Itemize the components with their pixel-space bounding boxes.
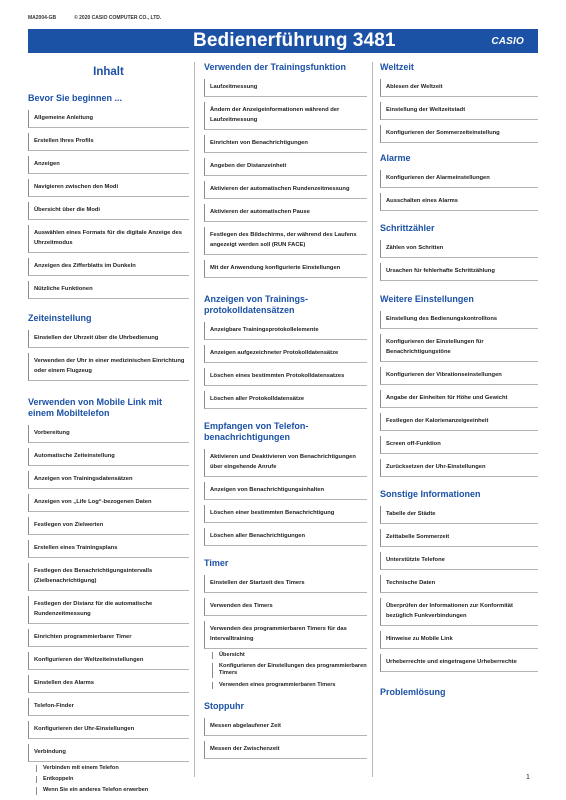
toc-link[interactable]: Verwenden der Uhr in einer medizinischen Einrichtung oder einem Flugzeug xyxy=(28,353,189,381)
toc-section xyxy=(204,62,367,278)
toc-section xyxy=(380,62,538,143)
toc-link[interactable]: Löschen aller Benachrichtigungen xyxy=(204,528,367,546)
toc-link[interactable]: Einstellen des Alarms xyxy=(28,675,189,693)
toc-link[interactable]: Konfigurieren der Uhr-Einstellungen xyxy=(28,721,189,739)
toc-column-2 xyxy=(204,62,367,764)
toc-link[interactable]: Konfigurieren der Einstellungen für Benachrichtigungstöne xyxy=(380,334,538,362)
toc-link[interactable]: Auswählen eines Formats für die digitale Anzeige des Uhrzeitmodus xyxy=(28,225,189,253)
toc-link[interactable]: Ausschalten eines Alarms xyxy=(380,193,538,211)
toc-link[interactable]: Einstellen der Uhrzeit über die Uhrbedienung xyxy=(28,330,189,348)
toc-link[interactable]: Festlegen von Zielwerten xyxy=(28,517,189,535)
toc-link[interactable]: Überprüfen der Informationen zur Konformität bezüglich Funkverbindungen xyxy=(380,598,538,626)
toc-sublist xyxy=(204,652,367,689)
toc-link[interactable]: Anzeigen von Trainingsdatensätzen xyxy=(28,471,189,489)
toc-link[interactable]: Mit der Anwendung konfigurierte Einstellungen xyxy=(204,260,367,278)
toc-link[interactable]: Urheberrechte und eingetragene Urheberrechte xyxy=(380,654,538,672)
toc-link[interactable]: Zurücksetzen der Uhr-Einstellungen xyxy=(380,459,538,477)
toc-section xyxy=(380,153,538,211)
section-heading[interactable]: Alarme xyxy=(380,153,411,163)
toc-link[interactable]: Telefon-Finder xyxy=(28,698,189,716)
brand-logo: CASIO xyxy=(491,36,524,47)
toc-link[interactable]: Tabelle der Städte xyxy=(380,506,538,524)
toc-section xyxy=(380,687,538,698)
toc-link[interactable]: Navigieren zwischen den Modi xyxy=(28,179,189,197)
toc-link[interactable]: Konfigurieren der Weltzeiteinstellungen xyxy=(28,652,189,670)
toc-link[interactable]: Anzeigen des Zifferblatts im Dunkeln xyxy=(28,258,189,276)
toc-column-1 xyxy=(28,62,189,800)
column-divider xyxy=(194,62,195,777)
section-heading[interactable]: Bevor Sie beginnen ... xyxy=(28,93,123,103)
section-heading[interactable]: Zeiteinstellung xyxy=(28,313,92,323)
toc-link[interactable]: Festlegen der Kalorienanzeigeeinheit xyxy=(380,413,538,431)
toc-section xyxy=(380,489,538,672)
header-meta xyxy=(28,15,179,21)
copyright: © 2020 CASIO COMPUTER CO., LTD. xyxy=(74,15,162,21)
toc-link[interactable]: Aktivieren und Deaktivieren von Benachrichtigungen über eingehende Anrufe xyxy=(204,449,367,477)
contents-heading: Inhalt xyxy=(93,66,124,78)
toc-sublink[interactable]: Übersicht xyxy=(204,652,367,659)
toc-section xyxy=(380,223,538,281)
column-divider xyxy=(372,62,373,777)
section-heading[interactable]: Problemlösung xyxy=(380,687,446,697)
toc-link[interactable]: Löschen aller Protokolldatensätze xyxy=(204,391,367,409)
toc-link[interactable]: Festlegen des Benachrichtigungsintervalls (Zielbenachrichtigung) xyxy=(28,563,189,591)
toc-link[interactable]: Laufzeitmessung xyxy=(204,79,367,97)
toc-link[interactable]: Anzeigen von Benachrichtigungsinhalten xyxy=(204,482,367,500)
toc-sublink[interactable]: Verwenden eines programmierbaren Timers xyxy=(204,682,367,689)
section-heading[interactable]: Verwenden der Trainingsfunktion xyxy=(204,62,347,72)
section-heading[interactable]: Schrittzähler xyxy=(380,223,435,233)
toc-link[interactable]: Automatische Zeiteinstellung xyxy=(28,448,189,466)
toc-link[interactable]: Einrichten von Benachrichtigungen xyxy=(204,135,367,153)
toc-section xyxy=(204,558,367,689)
toc-column-sections xyxy=(204,62,367,759)
section-heading[interactable]: Empfangen von Telefon-benachrichtigungen xyxy=(204,421,309,442)
toc-link[interactable]: Verwenden des Timers xyxy=(204,598,367,616)
toc-column-sections xyxy=(380,62,538,698)
toc-link[interactable]: Aktivieren der automatischen Rundenzeitmessung xyxy=(204,181,367,199)
toc-link[interactable]: Einstellung der Weltzeitstadt xyxy=(380,102,538,120)
toc-link[interactable]: Einstellung des Bedienungskontrolltons xyxy=(380,311,538,329)
toc-link[interactable]: Ablesen der Weltzeit xyxy=(380,79,538,97)
section-heading[interactable]: Sonstige Informationen xyxy=(380,489,481,499)
section-heading[interactable]: Stoppuhr xyxy=(204,700,244,711)
title-banner xyxy=(28,29,538,53)
toc-sublink[interactable]: Verbinden mit einem Telefon xyxy=(28,765,189,772)
toc-section xyxy=(28,397,189,795)
toc-link[interactable]: Löschen einer bestimmten Benachrichtigung xyxy=(204,505,367,523)
doc-code: MA2004-GB xyxy=(28,15,57,21)
toc-link[interactable]: Screen off-Funktion xyxy=(380,436,538,454)
toc-link[interactable]: Konfigurieren der Sommerzeiteinstellung xyxy=(380,125,538,143)
toc-link[interactable]: Erstellen eines Trainingsplans xyxy=(28,540,189,558)
toc-link[interactable]: Erstellen Ihres Profils xyxy=(28,133,189,151)
toc-link[interactable]: Anzeigbare Trainingsprotokollelemente xyxy=(204,322,367,340)
page-number: 1 xyxy=(526,774,530,781)
toc-link[interactable]: Verbindung xyxy=(28,744,189,762)
toc-sublist xyxy=(28,765,189,795)
toc-link[interactable]: Nützliche Funktionen xyxy=(28,281,189,299)
toc-section xyxy=(204,421,367,546)
toc-link[interactable]: Verwenden des programmierbaren Timers für das Intervalltraining xyxy=(204,621,367,649)
toc-link[interactable]: Hinweise zu Mobile Link xyxy=(380,631,538,649)
toc-link[interactable]: Zählen von Schritten xyxy=(380,240,538,258)
toc-link[interactable]: Aktivieren der automatischen Pause xyxy=(204,204,367,222)
section-heading[interactable]: Timer xyxy=(204,558,229,568)
toc-sublink[interactable]: Entkoppeln xyxy=(28,776,189,783)
toc-link[interactable]: Einrichten programmierbarer Timer xyxy=(28,629,189,647)
toc-link[interactable]: Angabe der Einheiten für Höhe und Gewicht xyxy=(380,390,538,408)
toc-link[interactable]: Übersicht über die Modi xyxy=(28,202,189,220)
toc-section xyxy=(28,93,189,299)
toc-column-3 xyxy=(380,62,538,704)
toc-link[interactable]: Ursachen für fehlerhafte Schrittzählung xyxy=(380,263,538,281)
toc-link[interactable]: Unterstützte Telefone xyxy=(380,552,538,570)
toc-link[interactable]: Zeittabelle Sommerzeit xyxy=(380,529,538,547)
toc-link[interactable]: Anzeigen von „Life Log“-bezogenen Daten xyxy=(28,494,189,512)
toc-section xyxy=(28,313,189,381)
toc-link[interactable]: Messen der Zwischenzeit xyxy=(204,741,367,759)
toc-link[interactable]: Konfigurieren der Vibrationseinstellungen xyxy=(380,367,538,385)
toc-link[interactable]: Vorbereitung xyxy=(28,425,189,443)
page-title: Bedienerführung 3481 xyxy=(193,30,396,51)
section-heading[interactable]: Verwenden von Mobile Link mit einem Mobiltelefon xyxy=(28,397,163,418)
toc-link[interactable]: Anzeigen xyxy=(28,156,189,174)
toc-link[interactable]: Allgemeine Anleitung xyxy=(28,110,189,128)
toc-link[interactable]: Technische Daten xyxy=(380,575,538,593)
toc-link[interactable]: Löschen eines bestimmten Protokolldatensatzes xyxy=(204,368,367,386)
toc-link[interactable]: Konfigurieren der Alarmeinstellungen xyxy=(380,170,538,188)
section-heading[interactable]: Weltzeit xyxy=(380,62,414,72)
toc-sublink[interactable]: Konfigurieren der Einstellungen des programmierbaren Timers xyxy=(204,663,367,677)
toc-column-sections xyxy=(28,93,189,795)
toc-link[interactable]: Festlegen der Distanz für die automatische Rundenzeitmessung xyxy=(28,596,189,624)
toc-section xyxy=(204,701,367,759)
section-heading[interactable]: Anzeigen von Trainings-protokolldatensätzen xyxy=(204,294,309,315)
toc-link[interactable]: Angeben der Distanzeinheit xyxy=(204,158,367,176)
toc-link[interactable]: Anzeigen aufgezeichneter Protokolldatensätze xyxy=(204,345,367,363)
section-heading[interactable]: Weitere Einstellungen xyxy=(380,294,474,304)
toc-link[interactable]: Festlegen des Bildschirms, der während des Laufens angezeigt werden soll (RUN FACE) xyxy=(204,227,367,255)
toc-link[interactable]: Einstellen der Startzeit des Timers xyxy=(204,575,367,593)
toc-link[interactable]: Messen abgelaufener Zeit xyxy=(204,718,367,736)
toc-section xyxy=(204,294,367,409)
toc-sublink[interactable]: Wenn Sie ein anderes Telefon erwerben xyxy=(28,787,189,794)
toc-section xyxy=(380,294,538,477)
toc-link[interactable]: Ändern der Anzeigeinformationen während der Laufzeitmessung xyxy=(204,102,367,130)
